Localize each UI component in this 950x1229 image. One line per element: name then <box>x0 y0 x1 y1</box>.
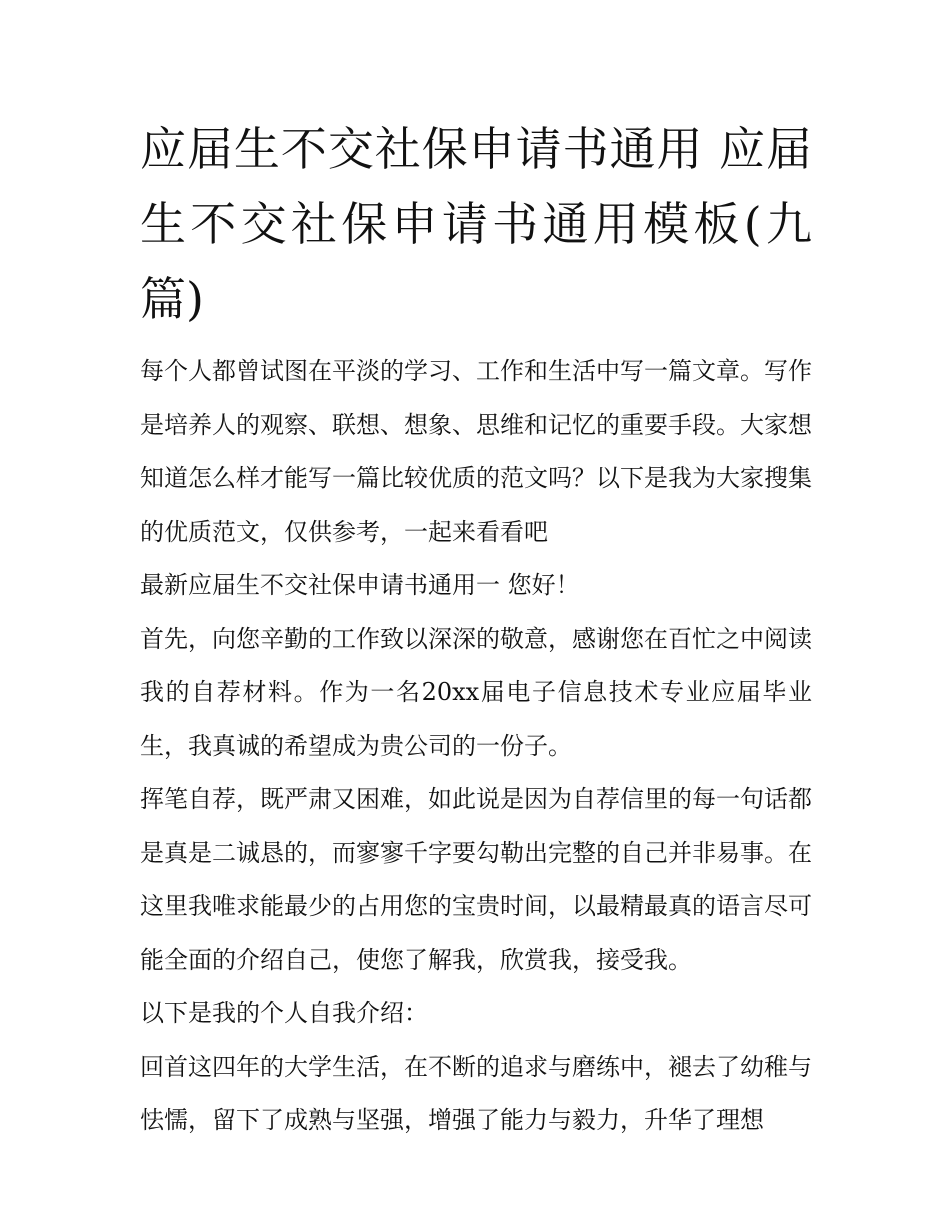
paragraph-heading-greeting: 最新应届生不交社保申请书通用一 您好！ <box>140 571 580 599</box>
paragraph-university-life: 回首这四年的大学生活，在不断的追求与磨练中，褪去了幼稚与怯懦，留下了成熟与坚强，增强了能力与毅力，升华了理想 <box>140 1052 812 1134</box>
paragraph-opening: 首先，向您辛勤的工作致以深深的敬意，感谢您在百忙之中阅读我的自荐材料。作为一名20xx届电子信息技术专业应届毕业生，我真诚的希望成为贵公司的一份子。 <box>140 624 812 760</box>
document-body <box>140 345 812 1148</box>
paragraph-intro-lead: 以下是我的个人自我介绍： <box>140 999 428 1027</box>
paragraph-intro: 每个人都曾试图在平淡的学习、工作和生活中写一篇文章。写作是培养人的观察、联想、想象、思维和记忆的重要手段。大家想知道怎么样才能写一篇比较优质的范文吗？以下是我为大家搜集的优质范文，仅供参考，一起来看看吧 <box>140 357 812 546</box>
document-page <box>140 112 812 1148</box>
paragraph-self-recommendation: 挥笔自荐，既严肃又困难，如此说是因为自荐信里的每一句话都是真是二诚恳的，而寥寥千字要勾勒出完整的自己并非易事。在这里我唯求能最少的占用您的宝贵时间，以最精最真的语言尽可能全面的介绍自己，使您了解我，欣赏我，接受我。 <box>140 785 812 974</box>
document-title: 应届生不交社保申请书通用 应届生不交社保申请书通用模板(九篇) <box>140 122 812 326</box>
